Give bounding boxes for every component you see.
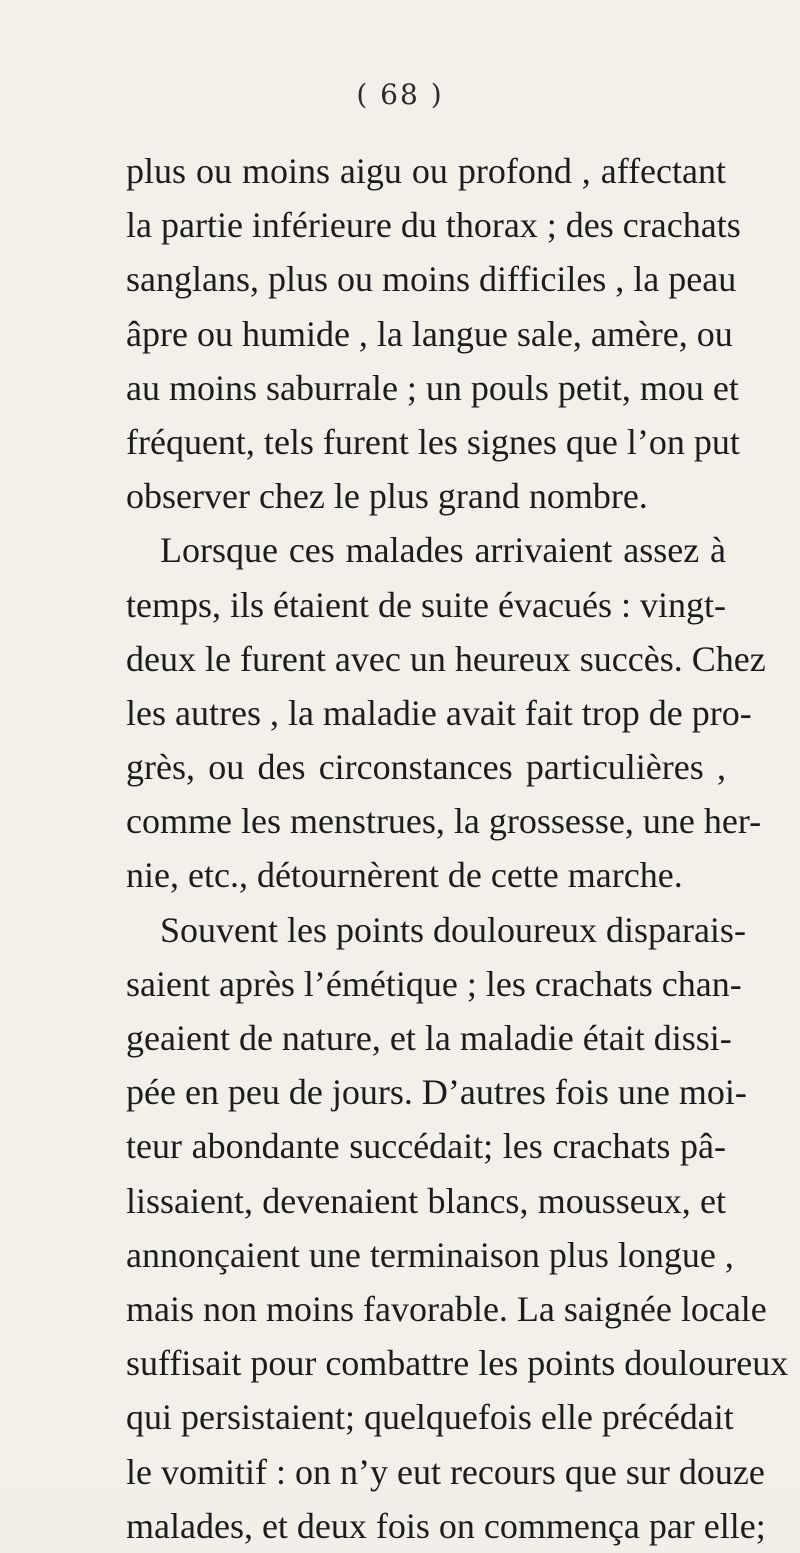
body-text	[126, 144, 789, 1553]
text-line: pée en peu de jours. D’autres fois une moi-	[126, 1072, 747, 1113]
text-line: annonçaient une terminaison plus longue ,	[126, 1234, 734, 1275]
text-line: la partie inférieure du thorax ; des crachats	[126, 205, 741, 246]
text-line: deux le furent avec un heureux succès. Chez	[126, 638, 766, 679]
text-line: sanglans, plus ou moins difficiles , la peau	[126, 259, 737, 300]
text-line: au moins saburrale ; un pouls petit, mou et	[126, 367, 739, 408]
text-line: observer chez le plus grand nombre.	[126, 476, 648, 517]
text-line: nie, etc., détournèrent de cette marche.	[126, 855, 683, 896]
text-line: comme les menstrues, la grossesse, une her-	[126, 801, 762, 842]
text-line: grès, ou des circonstances particulières ,	[126, 747, 726, 788]
text-line: lissaient, devenaient blancs, mousseux, et	[126, 1180, 726, 1221]
text-line: âpre ou humide , la langue sale, amère, ou	[126, 313, 733, 354]
text-line: le vomitif : on n’y eut recours que sur douze	[126, 1451, 765, 1492]
paragraph-start-line: Lorsque ces malades arrivaient assez à	[160, 530, 726, 571]
text-line: mais non moins favorable. La saignée locale	[126, 1288, 767, 1329]
text-line: geaient de nature, et la maladie était dissi-	[126, 1018, 732, 1058]
text-line: saient après l’émétique ; les crachats chan-	[126, 963, 742, 1004]
text-line: plus ou moins aigu ou profond , affectant	[126, 151, 726, 191]
paragraph-start-line: Souvent les points douloureux disparais-	[160, 909, 746, 950]
page-number: ( 68 )	[356, 78, 444, 111]
text-line: fréquent, tels furent les signes que l’on put	[126, 421, 740, 462]
text-line: malades, et deux fois on commença par elle;	[126, 1505, 766, 1546]
text-line: qui persistaient; quelquefois elle précédait	[126, 1397, 734, 1438]
text-line: les autres , la maladie avait fait trop de pro-	[126, 692, 752, 733]
text-line: teur abondante succédait; les crachats pâ-	[126, 1126, 726, 1167]
text-line: temps, ils étaient de suite évacués : vingt-	[126, 584, 726, 625]
text-line: suffisait pour combattre les points douloureux	[126, 1343, 789, 1384]
